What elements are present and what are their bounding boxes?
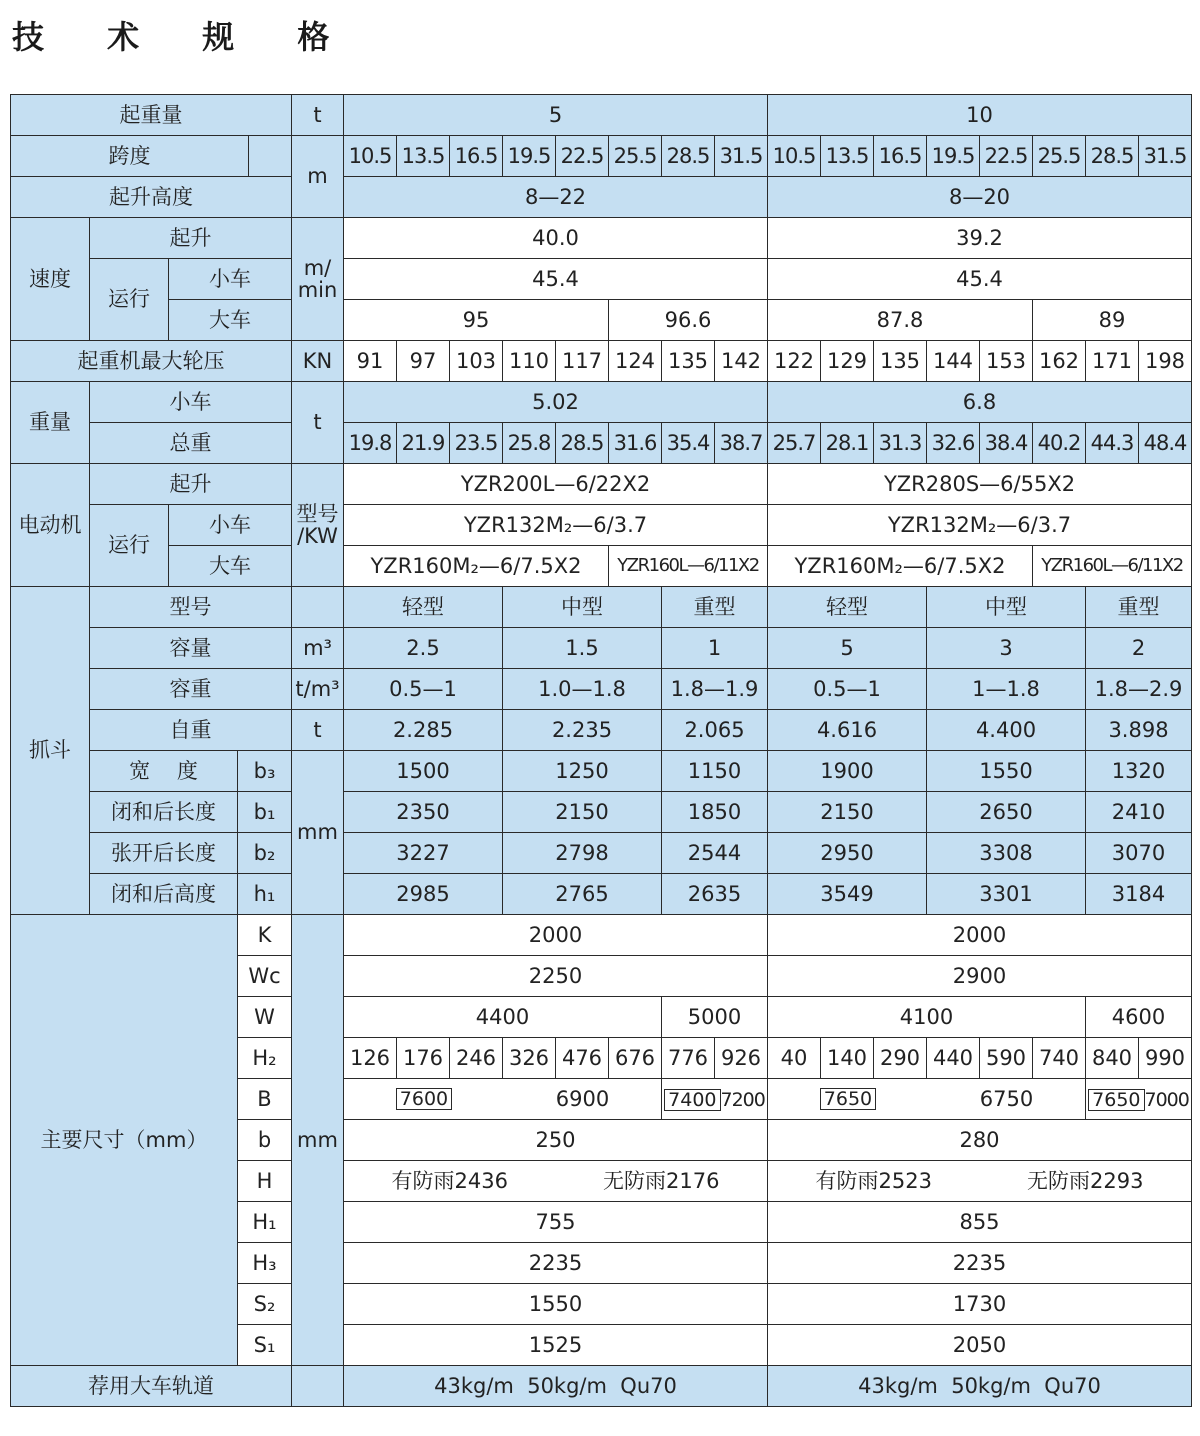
- dim-H2-value: 440: [927, 1038, 980, 1079]
- span-value: 22.5: [556, 136, 609, 177]
- dim-H2-value: 326: [503, 1038, 556, 1079]
- label-motor: 电动机: [11, 464, 90, 587]
- max-wheel-value: 110: [503, 341, 556, 382]
- sym-b: b: [238, 1120, 292, 1161]
- label-grab-closed-length: 闭和后长度: [90, 792, 238, 833]
- total-weight-value: 21.9: [397, 423, 450, 464]
- crane-speed: 95: [344, 300, 609, 341]
- grab-model: 重型: [662, 587, 768, 628]
- dim-W: 4600: [1086, 997, 1192, 1038]
- dim-H3-10t: 2235: [768, 1243, 1192, 1284]
- dim-H2-value: 40: [768, 1038, 821, 1079]
- grab-b3: 1320: [1086, 751, 1192, 792]
- grab-b1: 2350: [344, 792, 503, 833]
- total-weight-value: 48.4: [1139, 423, 1192, 464]
- grab-b2: 3308: [927, 833, 1086, 874]
- dim-B-boxed: 7400: [664, 1089, 720, 1111]
- grab-b2: 2544: [662, 833, 768, 874]
- dim-H2-value: 290: [874, 1038, 927, 1079]
- span-value: 16.5: [450, 136, 503, 177]
- dim-W: 4400: [344, 997, 662, 1038]
- total-weight-value: 35.4: [662, 423, 715, 464]
- grab-b2: 3227: [344, 833, 503, 874]
- sym-B: B: [238, 1079, 292, 1120]
- label-motor-hoist: 起升: [90, 464, 292, 505]
- label-weight-total: 总重: [90, 423, 292, 464]
- grab-b1: 2150: [503, 792, 662, 833]
- unit-mm: mm: [292, 915, 344, 1366]
- span-value: 16.5: [874, 136, 927, 177]
- grab-capacity: 5: [768, 628, 927, 669]
- motor-crane: YZR160L—6/11X2: [1033, 546, 1192, 587]
- dim-S2-10t: 1730: [768, 1284, 1192, 1325]
- grab-self-weight: 4.400: [927, 710, 1086, 751]
- sym-H: H: [238, 1161, 292, 1202]
- label-lift-height: 起升高度: [11, 177, 292, 218]
- crane-speed: 87.8: [768, 300, 1033, 341]
- grab-self-weight: 2.235: [503, 710, 662, 751]
- label-weight: 重量: [11, 382, 90, 464]
- label-grab-model: 型号: [90, 587, 292, 628]
- label-main-dims: 主要尺寸（mm）: [11, 915, 238, 1366]
- label-grab-density: 容重: [90, 669, 292, 710]
- trolley-speed-10t: 45.4: [768, 259, 1192, 300]
- span-value: 13.5: [821, 136, 874, 177]
- dim-Wc-10t: 2900: [768, 956, 1192, 997]
- dim-B-10t-alt: [1086, 1079, 1192, 1120]
- dim-b-5t: 250: [344, 1120, 768, 1161]
- dim-H-10t: [768, 1161, 1192, 1202]
- unit-t-m3: t/m³: [292, 669, 344, 710]
- dim-B-5t-alt: [662, 1079, 768, 1120]
- dim-S1-5t: 1525: [344, 1325, 768, 1366]
- total-weight-value: 38.4: [980, 423, 1033, 464]
- grab-b1: 2150: [768, 792, 927, 833]
- label-speed-travel: 运行: [90, 259, 169, 341]
- grab-capacity: 1.5: [503, 628, 662, 669]
- span-value: 28.5: [662, 136, 715, 177]
- trolley-speed-5t: 45.4: [344, 259, 768, 300]
- max-wheel-value: 142: [715, 341, 768, 382]
- unit-mm: mm: [292, 751, 344, 915]
- motor-crane: YZR160M₂—6/7.5X2: [768, 546, 1033, 587]
- dim-B-value: 6900: [555, 1086, 610, 1111]
- motor-crane: YZR160L—6/11X2: [609, 546, 768, 587]
- dim-H2-value: 176: [397, 1038, 450, 1079]
- span-blank: [249, 136, 292, 177]
- lift-height-5t: 8—22: [344, 177, 768, 218]
- sym-b3: b₃: [238, 751, 292, 792]
- crane-speed: 96.6: [609, 300, 768, 341]
- sym-H3: H₃: [238, 1243, 292, 1284]
- page-title: 技 术 规 格: [12, 18, 356, 56]
- dim-H-5t: [344, 1161, 768, 1202]
- hoist-speed-5t: 40.0: [344, 218, 768, 259]
- span-value: 31.5: [1139, 136, 1192, 177]
- max-wheel-value: 135: [874, 341, 927, 382]
- max-wheel-value: 135: [662, 341, 715, 382]
- grab-density: 1—1.8: [927, 669, 1086, 710]
- motor-trolley-5t: YZR132M₂—6/3.7: [344, 505, 768, 546]
- span-value: 25.5: [609, 136, 662, 177]
- total-weight-value: 44.3: [1086, 423, 1139, 464]
- max-wheel-value: 124: [609, 341, 662, 382]
- grab-h1: 3549: [768, 874, 927, 915]
- total-weight-value: 28.5: [556, 423, 609, 464]
- label-max-wheel: 起重机最大轮压: [11, 341, 292, 382]
- unit-t: t: [292, 382, 344, 464]
- dim-S1-10t: 2050: [768, 1325, 1192, 1366]
- label-motor-travel: 运行: [90, 505, 169, 587]
- dim-H2-value: 590: [980, 1038, 1033, 1079]
- motor-hoist-10t: YZR280S—6/55X2: [768, 464, 1192, 505]
- motor-crane: YZR160M₂—6/7.5X2: [344, 546, 609, 587]
- grab-b3: 1500: [344, 751, 503, 792]
- grab-b2: 2950: [768, 833, 927, 874]
- max-wheel-value: 153: [980, 341, 1033, 382]
- grab-b1: 2650: [927, 792, 1086, 833]
- grab-h1: 3184: [1086, 874, 1192, 915]
- grab-b2: 2798: [503, 833, 662, 874]
- dim-B-boxed: 7650: [820, 1088, 876, 1110]
- grab-model: 中型: [927, 587, 1086, 628]
- label-grab-open-length: 张开后长度: [90, 833, 238, 874]
- span-value: 25.5: [1033, 136, 1086, 177]
- total-weight-value: 31.6: [609, 423, 662, 464]
- span-value: 28.5: [1086, 136, 1139, 177]
- span-value: 31.5: [715, 136, 768, 177]
- label-grab-width: 宽 度: [90, 751, 238, 792]
- dim-B-boxed: 7650: [1088, 1089, 1144, 1111]
- label-grab-closed-height: 闭和后高度: [90, 874, 238, 915]
- grab-density: 1.0—1.8: [503, 669, 662, 710]
- unit-m: m: [292, 136, 344, 218]
- unit-t: t: [292, 95, 344, 136]
- grab-capacity: 2: [1086, 628, 1192, 669]
- grab-self-weight: 2.285: [344, 710, 503, 751]
- dim-S2-5t: 1550: [344, 1284, 768, 1325]
- sym-h1: h₁: [238, 874, 292, 915]
- grab-b3: 1150: [662, 751, 768, 792]
- unit-blank: [292, 587, 344, 628]
- sym-K: K: [238, 915, 292, 956]
- grab-b3: 1550: [927, 751, 1086, 792]
- hoist-speed-10t: 39.2: [768, 218, 1192, 259]
- label-grab-capacity: 容量: [90, 628, 292, 669]
- motor-trolley-10t: YZR132M₂—6/3.7: [768, 505, 1192, 546]
- dim-K-10t: 2000: [768, 915, 1192, 956]
- load-5: 5: [344, 95, 768, 136]
- grab-capacity: 2.5: [344, 628, 503, 669]
- dim-H1-10t: 855: [768, 1202, 1192, 1243]
- sym-Wc: Wc: [238, 956, 292, 997]
- max-wheel-value: 122: [768, 341, 821, 382]
- sym-H1: H₁: [238, 1202, 292, 1243]
- unit-kn: KN: [292, 341, 344, 382]
- span-value: 19.5: [503, 136, 556, 177]
- unit-t: t: [292, 710, 344, 751]
- dim-H-no-rain: 无防雨2176: [603, 1168, 720, 1193]
- dim-B-boxed: 7600: [396, 1088, 452, 1110]
- dim-H1-5t: 755: [344, 1202, 768, 1243]
- trolley-weight-5t: 5.02: [344, 382, 768, 423]
- dim-B-value: 7000: [1144, 1088, 1189, 1111]
- rail-5t: 43kg/m 50kg/m Qu70: [344, 1366, 768, 1407]
- dim-b-10t: 280: [768, 1120, 1192, 1161]
- sym-b1: b₁: [238, 792, 292, 833]
- motor-hoist-5t: YZR200L—6/22X2: [344, 464, 768, 505]
- sym-W: W: [238, 997, 292, 1038]
- label-motor-crane: 大车: [169, 546, 292, 587]
- unit-m-min: m/ min: [292, 218, 344, 341]
- label-rail: 荐用大车轨道: [11, 1366, 292, 1407]
- max-wheel-value: 198: [1139, 341, 1192, 382]
- max-wheel-value: 103: [450, 341, 503, 382]
- dim-H2-value: 926: [715, 1038, 768, 1079]
- sym-b2: b₂: [238, 833, 292, 874]
- label-motor-trolley: 小车: [169, 505, 292, 546]
- max-wheel-value: 117: [556, 341, 609, 382]
- total-weight-value: 28.1: [821, 423, 874, 464]
- span-value: 13.5: [397, 136, 450, 177]
- grab-h1: 2635: [662, 874, 768, 915]
- dim-B-10t-main: [768, 1079, 1086, 1120]
- unit-blank: [292, 1366, 344, 1407]
- grab-density: 1.8—2.9: [1086, 669, 1192, 710]
- dim-H2-value: 840: [1086, 1038, 1139, 1079]
- dim-H2-value: 140: [821, 1038, 874, 1079]
- dim-K-5t: 2000: [344, 915, 768, 956]
- sym-S2: S₂: [238, 1284, 292, 1325]
- dim-H3-5t: 2235: [344, 1243, 768, 1284]
- max-wheel-value: 97: [397, 341, 450, 382]
- grab-h1: 2985: [344, 874, 503, 915]
- span-value: 22.5: [980, 136, 1033, 177]
- grab-model: 中型: [503, 587, 662, 628]
- total-weight-value: 31.3: [874, 423, 927, 464]
- spec-table: [10, 94, 1192, 1407]
- total-weight-value: 19.8: [344, 423, 397, 464]
- max-wheel-value: 129: [821, 341, 874, 382]
- label-speed: 速度: [11, 218, 90, 341]
- grab-b1: 2410: [1086, 792, 1192, 833]
- unit-kw: 型号 /KW: [292, 464, 344, 587]
- dim-B-5t-main: [344, 1079, 662, 1120]
- dim-Wc-5t: 2250: [344, 956, 768, 997]
- total-weight-value: 38.7: [715, 423, 768, 464]
- grab-b2: 3070: [1086, 833, 1192, 874]
- label-speed-crane: 大车: [169, 300, 292, 341]
- grab-model: 轻型: [344, 587, 503, 628]
- dim-H2-value: 776: [662, 1038, 715, 1079]
- grab-capacity: 3: [927, 628, 1086, 669]
- dim-H2-value: 246: [450, 1038, 503, 1079]
- grab-model: 重型: [1086, 587, 1192, 628]
- grab-density: 1.8—1.9: [662, 669, 768, 710]
- dim-H-no-rain: 无防雨2293: [1027, 1168, 1144, 1193]
- grab-h1: 2765: [503, 874, 662, 915]
- max-wheel-value: 144: [927, 341, 980, 382]
- grab-b3: 1900: [768, 751, 927, 792]
- grab-h1: 3301: [927, 874, 1086, 915]
- total-weight-value: 23.5: [450, 423, 503, 464]
- dim-W: 5000: [662, 997, 768, 1038]
- grab-self-weight: 4.616: [768, 710, 927, 751]
- max-wheel-value: 162: [1033, 341, 1086, 382]
- trolley-weight-10t: 6.8: [768, 382, 1192, 423]
- rail-10t: 43kg/m 50kg/m Qu70: [768, 1366, 1192, 1407]
- dim-B-value: 7200: [720, 1088, 765, 1111]
- grab-density: 0.5—1: [344, 669, 503, 710]
- sym-S1: S₁: [238, 1325, 292, 1366]
- span-value: 10.5: [344, 136, 397, 177]
- grab-self-weight: 3.898: [1086, 710, 1192, 751]
- label-speed-hoist: 起升: [90, 218, 292, 259]
- dim-H2-value: 740: [1033, 1038, 1086, 1079]
- dim-W: 4100: [768, 997, 1086, 1038]
- label-load: 起重量: [11, 95, 292, 136]
- span-value: 19.5: [927, 136, 980, 177]
- unit-m3: m³: [292, 628, 344, 669]
- label-grab-self-weight: 自重: [90, 710, 292, 751]
- label-grab: 抓斗: [11, 587, 90, 915]
- total-weight-value: 25.7: [768, 423, 821, 464]
- dim-H2-value: 990: [1139, 1038, 1192, 1079]
- label-span: 跨度: [11, 136, 249, 177]
- grab-self-weight: 2.065: [662, 710, 768, 751]
- dim-H2-value: 126: [344, 1038, 397, 1079]
- max-wheel-value: 171: [1086, 341, 1139, 382]
- label-speed-trolley: 小车: [169, 259, 292, 300]
- dim-B-value: 6750: [979, 1086, 1034, 1111]
- max-wheel-value: 91: [344, 341, 397, 382]
- total-weight-value: 40.2: [1033, 423, 1086, 464]
- sym-H2: H₂: [238, 1038, 292, 1079]
- dim-H-with-rain: 有防雨2436: [391, 1168, 508, 1193]
- label-weight-trolley: 小车: [90, 382, 292, 423]
- dim-H-with-rain: 有防雨2523: [815, 1168, 932, 1193]
- total-weight-value: 25.8: [503, 423, 556, 464]
- dim-H2-value: 676: [609, 1038, 662, 1079]
- grab-density: 0.5—1: [768, 669, 927, 710]
- dim-H2-value: 476: [556, 1038, 609, 1079]
- span-value: 10.5: [768, 136, 821, 177]
- grab-b3: 1250: [503, 751, 662, 792]
- crane-speed: 89: [1033, 300, 1192, 341]
- grab-capacity: 1: [662, 628, 768, 669]
- lift-height-10t: 8—20: [768, 177, 1192, 218]
- total-weight-value: 32.6: [927, 423, 980, 464]
- grab-b1: 1850: [662, 792, 768, 833]
- grab-model: 轻型: [768, 587, 927, 628]
- load-10: 10: [768, 95, 1192, 136]
